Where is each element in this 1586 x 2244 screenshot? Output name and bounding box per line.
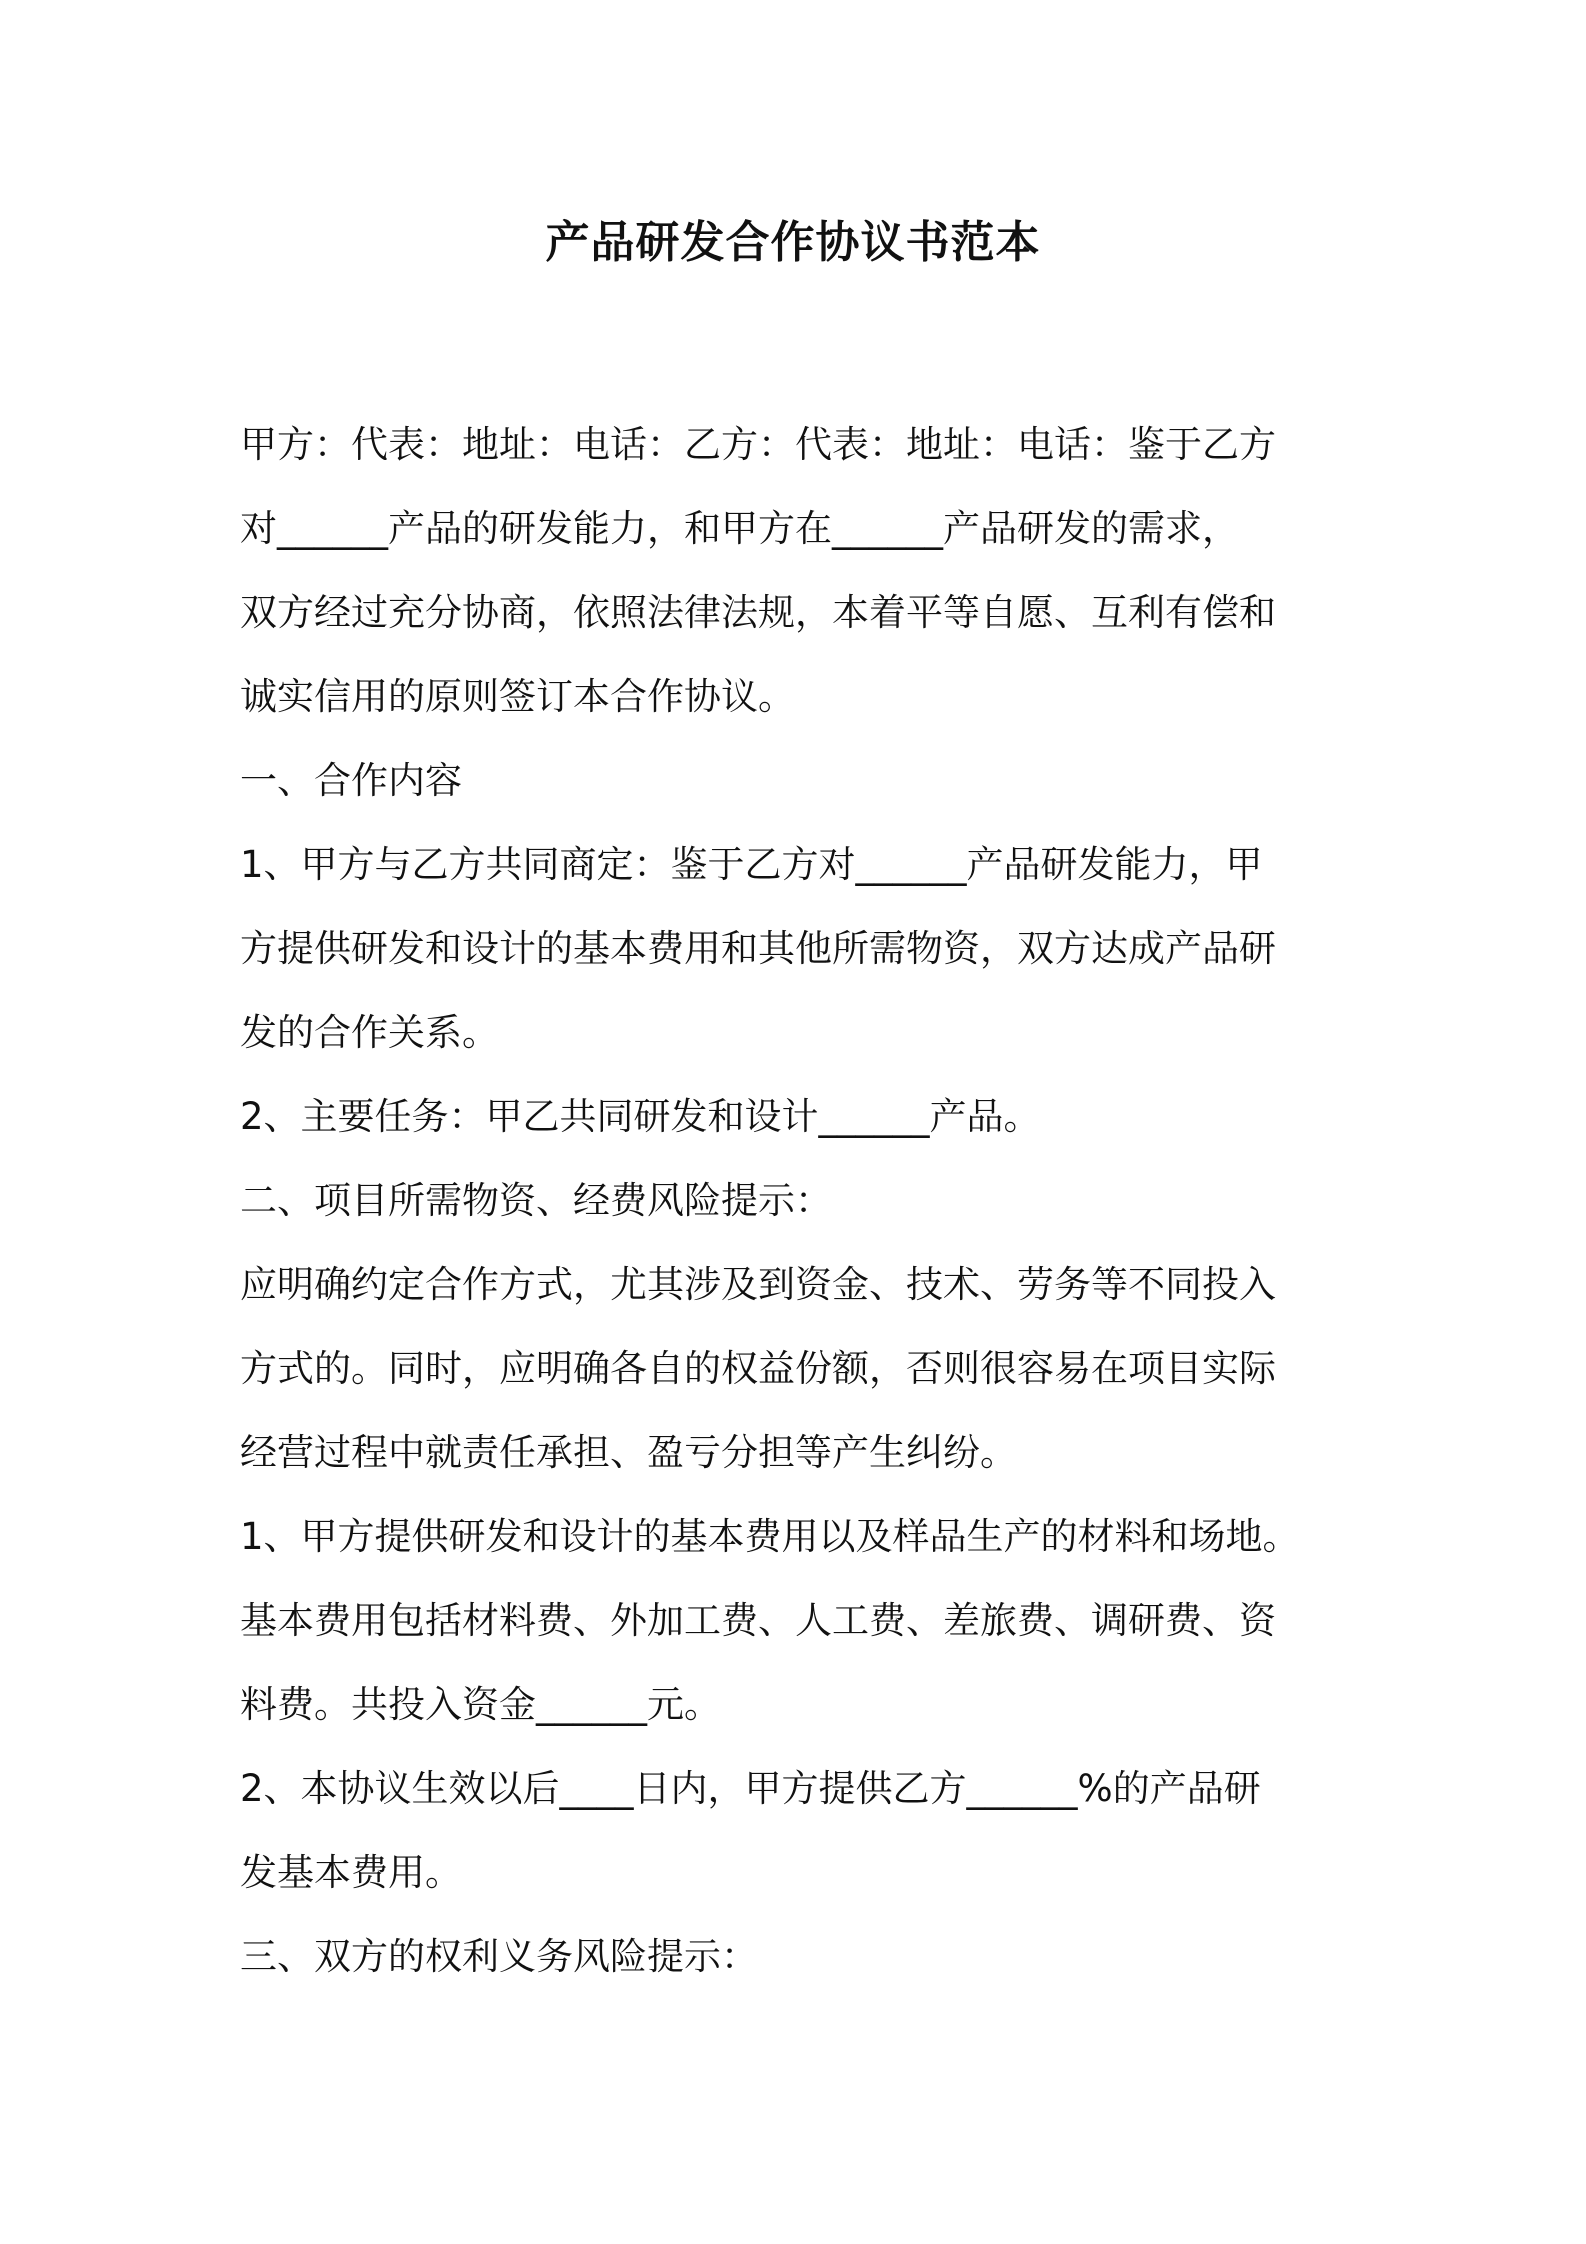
paragraph-line: 经营过程中就责任承担、盈亏分担等产生纠纷。 bbox=[240, 1431, 1017, 1474]
paragraph-line: 对______产品的研发能力，和甲方在______产品研发的需求， bbox=[240, 507, 1239, 550]
paragraph-line: 甲方：代表：地址：电话：乙方：代表：地址：电话：鉴于乙方 bbox=[240, 423, 1276, 466]
paragraph-line: 1、甲方提供研发和设计的基本费用以及样品生产的材料和场地。 bbox=[240, 1515, 1300, 1558]
document-title: 产品研发合作协议书范本 bbox=[545, 217, 1041, 268]
paragraph-line: 双方经过充分协商，依照法律法规，本着平等自愿、互利有偿和 bbox=[240, 591, 1276, 634]
paragraph-line: 1、甲方与乙方共同商定：鉴于乙方对______产品研发能力，甲 bbox=[240, 843, 1263, 886]
paragraph-line: 2、主要任务：甲乙共同研发和设计______产品。 bbox=[240, 1095, 1041, 1138]
paragraph-line: 应明确约定合作方式，尤其涉及到资金、技术、劳务等不同投入 bbox=[240, 1263, 1276, 1306]
paragraph-line: 发的合作关系。 bbox=[240, 1011, 499, 1054]
paragraph-line: 诚实信用的原则签订本合作协议。 bbox=[240, 675, 795, 718]
paragraph-line: 基本费用包括材料费、外加工费、人工费、差旅费、调研费、资 bbox=[240, 1599, 1276, 1642]
section-heading: 二、项目所需物资、经费风险提示： bbox=[240, 1179, 832, 1222]
section-heading: 三、双方的权利义务风险提示： bbox=[240, 1935, 758, 1978]
paragraph-line: 方提供研发和设计的基本费用和其他所需物资，双方达成产品研 bbox=[240, 927, 1276, 970]
paragraph-line: 料费。共投入资金______元。 bbox=[240, 1683, 721, 1726]
paragraph-line: 发基本费用。 bbox=[240, 1851, 462, 1894]
paragraph-line: 方式的。同时，应明确各自的权益份额，否则很容易在项目实际 bbox=[240, 1347, 1276, 1390]
section-heading: 一、合作内容 bbox=[240, 759, 462, 802]
paragraph-line: 2、本协议生效以后____日内，甲方提供乙方______%的产品研 bbox=[240, 1767, 1261, 1810]
document-body bbox=[240, 403, 1356, 1999]
